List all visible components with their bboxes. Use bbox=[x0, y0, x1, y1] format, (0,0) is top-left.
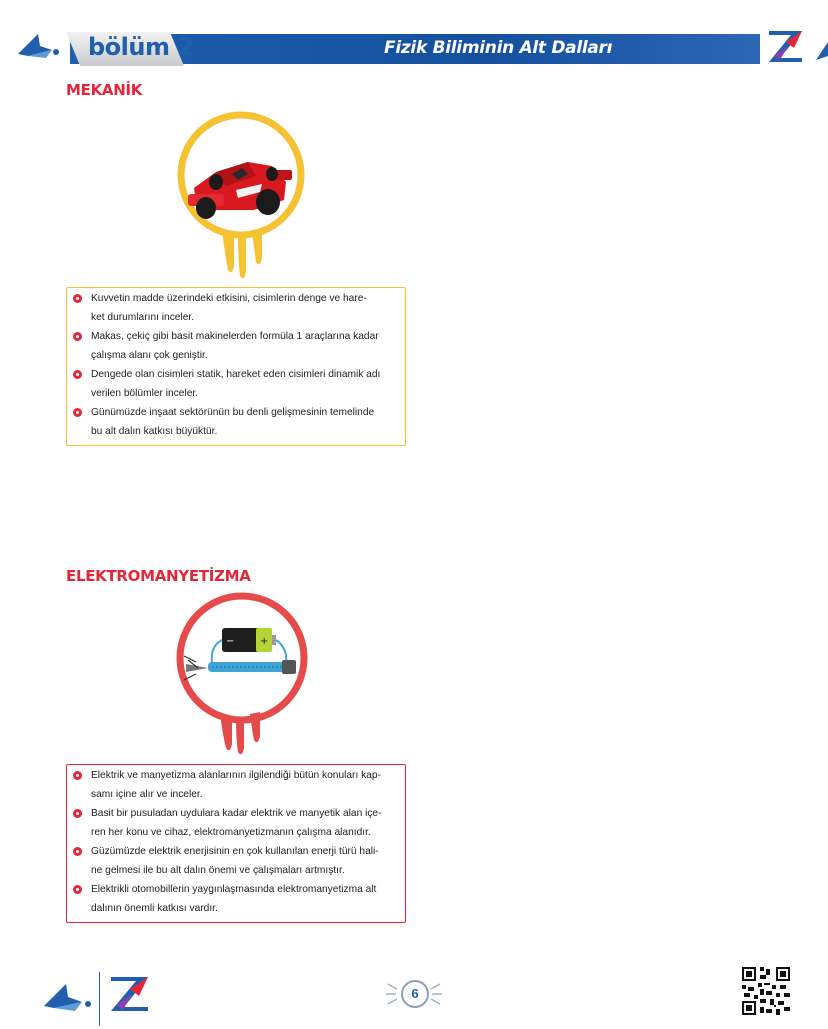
section-title-mekanik: MEKANİK bbox=[66, 81, 143, 99]
bullet-icon bbox=[73, 294, 82, 303]
section-title-elektromanyetizma: ELEKTROMANYETİZMA bbox=[66, 567, 251, 585]
list-item: Elektrik ve manyetizma alanlarının ilgilendiği bütün konuları kap- samı içine alır ve inceler. bbox=[73, 767, 399, 804]
list-item: Günümüzde inşaat sektörünün bu denli gelişmesinin temelinde bu alt dalın katkısı büyüktür. bbox=[73, 404, 399, 441]
info-box-elektromanyetizma bbox=[66, 764, 406, 923]
bullet-icon bbox=[73, 885, 82, 894]
arrow-logo-icon bbox=[42, 978, 92, 1014]
bullet-icon bbox=[73, 771, 82, 780]
battery-circuit-illustration bbox=[172, 590, 312, 758]
qr-code-icon bbox=[742, 967, 790, 1015]
page-title: Fizik Biliminin Alt Dalları bbox=[384, 38, 613, 58]
list-item: Dengede olan cisimleri statik, hareket eden cisimleri dinamik adı verilen bölümler inceler. bbox=[73, 366, 399, 403]
svg-text:−: − bbox=[226, 636, 235, 647]
svg-text:+: + bbox=[260, 636, 269, 647]
list-item: Makas, çekiç gibi basit makinelerden formüla 1 araçlarına kadar çalışma alanı çok geniştir. bbox=[73, 328, 399, 365]
footer-divider bbox=[99, 972, 100, 1026]
list-item: Basit bir pusuladan uydulara kadar elektrik ve manyetik alan içe- ren her konu ve cihaz, elektromanyetizmanın çalışma alanıdır. bbox=[73, 805, 399, 842]
list-item: Güzümüzde elektrik enerjisinin en çok kullanılan enerji türü hali- ne gelmesi ile bu alt dalın önemi ve çalışmaları artmıştır. bbox=[73, 843, 399, 880]
bullet-icon bbox=[73, 847, 82, 856]
z-logo-icon bbox=[766, 28, 806, 64]
list-item: Kuvvetin madde üzerindeki etkisini, cisimlerin denge ve hare- ket durumlarını inceler. bbox=[73, 290, 399, 327]
bullet-icon bbox=[73, 332, 82, 341]
race-car-illustration bbox=[176, 110, 306, 282]
page-number: 6 bbox=[401, 980, 429, 1008]
bullet-icon bbox=[73, 408, 82, 417]
bullet-icon bbox=[73, 809, 82, 818]
unit-label: bölüm 2 bbox=[88, 33, 194, 61]
list-item: Elektrikli otomobillerin yaygınlaşmasında elektromanyetizma alt dalının önemli katkısı vardır. bbox=[73, 881, 399, 918]
z-logo-icon bbox=[108, 974, 152, 1014]
bullet-icon bbox=[73, 370, 82, 379]
info-box-mekanik bbox=[66, 287, 406, 446]
arrow-logo-icon bbox=[16, 28, 60, 62]
arrow-logo-icon bbox=[816, 40, 828, 64]
